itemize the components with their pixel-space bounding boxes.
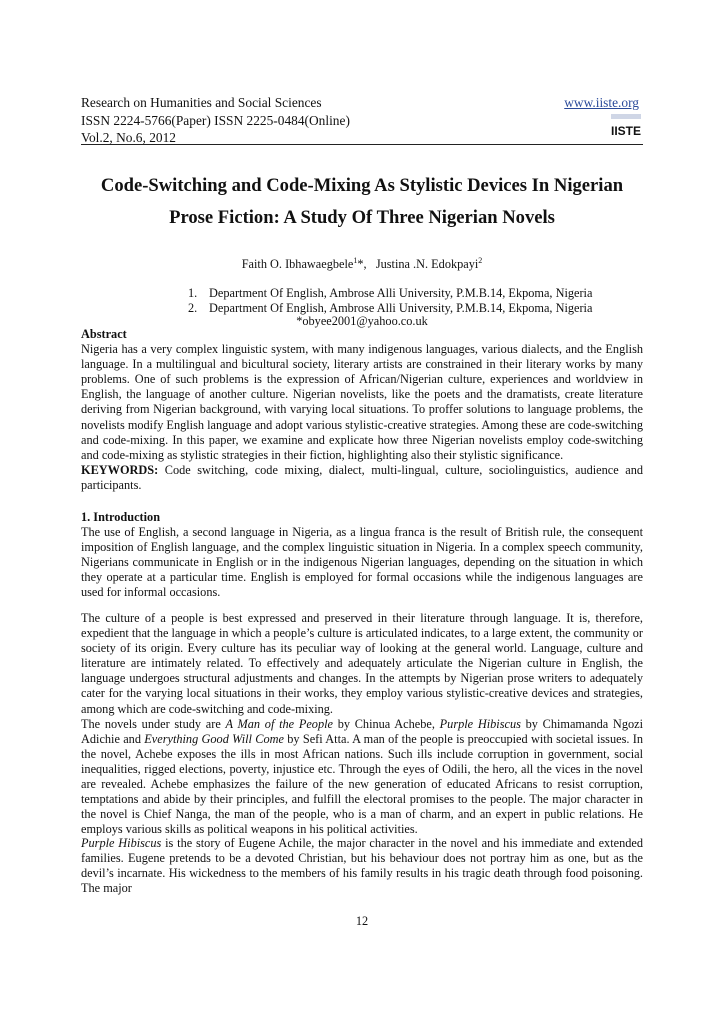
keywords-text: Code switching, code mixing, dialect, multi-lingual, culture, sociolinguistics, audience and participants. [81, 462, 643, 492]
novel-title: Purple Hibiscus [81, 836, 162, 850]
running-header [81, 94, 643, 147]
iiste-logo [611, 114, 641, 138]
paper-title-line-1: Code-Switching and Code-Mixing As Stylistic Devices In Nigerian [100, 175, 624, 196]
author-1-affil: 1 [353, 256, 358, 265]
journal-url-link[interactable]: www.iiste.org [564, 95, 639, 110]
novel-title: Purple Hibiscus [439, 716, 521, 731]
affiliations-list [188, 286, 592, 315]
contact-email: *obyee2001@yahoo.co.uk [296, 314, 428, 328]
novel-title: Everything Good Will Come [144, 731, 284, 746]
paragraph: The use of English, a second language in Nigeria, as a lingua franca is the result of British rule, the consequent imposition of English language, and the complex linguistic situation in Nigeria. In a complex speech community, Nigerians communicate in English or in the indigenous Nigerian languages, depending on the situation in which they operate at a particular time. English is employed for formal occasions while the indigenous languages are used for informal occasions. [81, 525, 643, 600]
volume-line: Vol.2, No.6, 2012 [81, 130, 176, 145]
abstract-section [81, 327, 643, 493]
author-line [81, 256, 643, 272]
journal-name: Research on Humanities and Social Sciences [81, 95, 322, 110]
body-text [81, 611, 643, 837]
novel-title: A Man of the People [225, 716, 333, 731]
introduction-section [81, 510, 643, 601]
corresponding-mark: *, [357, 257, 367, 272]
author-1-name: Faith O. Ibhawaegbele [241, 257, 354, 272]
body-text-2 [81, 836, 643, 896]
author-2-name: Justina .N. Edokpayi [375, 257, 479, 272]
page-number: 12 [355, 914, 369, 928]
abstract-heading: Abstract [81, 327, 127, 341]
logo-text: IISTE [611, 124, 641, 138]
keywords-label: KEYWORDS: [81, 462, 159, 477]
affiliation-item: 2. Department Of English, Ambrose Alli University, P.M.B.14, Ekpoma, Nigeria [188, 300, 593, 315]
keywords [81, 463, 643, 493]
affiliation-item: 1. Department Of English, Ambrose Alli University, P.M.B.14, Ekpoma, Nigeria [188, 286, 593, 300]
section-heading: 1. Introduction [81, 510, 161, 524]
abstract-text: Nigeria has a very complex linguistic system, with many indigenous languages, various dialects, and the English language. In a multilingual and bicultural society, literary artists are constrained in their literary works by many problems. One of such problems is the expression of African/Nigerian culture, experiences and worldview in English, the language of another culture. Nigerian novelists, like the poets and the dramatists, create literature deriving from Nigerian background, with varying local situations. To proffer solutions to language problems, the novelists modify English language and adopt various stylistic-creative strategies. Among these are code-switching and code-mixing. In this paper, we examine and explicate how three Nigerian novelists employ code-switching and code-mixing as stylistic strategies in their fiction, highlighting also their stylistic significance. [81, 342, 643, 462]
paper-title-line-2: Prose Fiction: A Study Of Three Nigerian Novels [169, 207, 555, 228]
header-divider [81, 144, 643, 145]
issn-line: ISSN 2224-5766(Paper) ISSN 2225-0484(Online) [81, 112, 350, 128]
paragraph: The novels under study are A Man of the People by Chinua Achebe, Purple Hibiscus by Chimamanda Ngozi Adichie and Everything Good Will Come by Sefi Atta. A man of the people is preoccupied with societal issues. In the novel, Achebe exposes the ills in most African nations. Such ills include corruption in government, social inequalities, rigged elections, poverty, injustice etc. Through the eyes of Odili, the hero, all the vices in the novel are revealed. Achebe emphasizes the failure of the new generation of educated Africans to resist corruption, temptations and abide by their principles, and fulfill the electoral promises to the people. The major character in the novel is Chief Nanga, the man of the people, who is a man of charm, and an expert in public relations. He employs various skills as political weapons in his political activities. [81, 716, 643, 837]
paragraph: The culture of a people is best expressed and preserved in their literature through language. It is, therefore, expedient that the language in which a people’s culture is articulated indicates, to a large extent, the community or society of its origin. Every culture has its peculiar way of looking at the general world. Language, culture and literature are intimately related. To effectively and adequately articulate the Nigerian culture in English, the language undergoes structural adjustments and changes. In the attempts by Nigerian prose writers to adequately cater for the varying local situations in their works, they employ various stylistic-creative devices and strategies, among which are code-switching and code-mixing. [81, 611, 643, 716]
author-2-affil: 2 [478, 256, 483, 265]
paragraph: Purple Hibiscus is the story of Eugene Achile, the major character in the novel and his immediate and extended families. Eugene pretends to be a devoted Christian, but his behaviour does not portray him as one, but as the devil’s incarnate. His wickedness to the members of his family results in his tragic death through food poisoning. The major [81, 836, 643, 896]
